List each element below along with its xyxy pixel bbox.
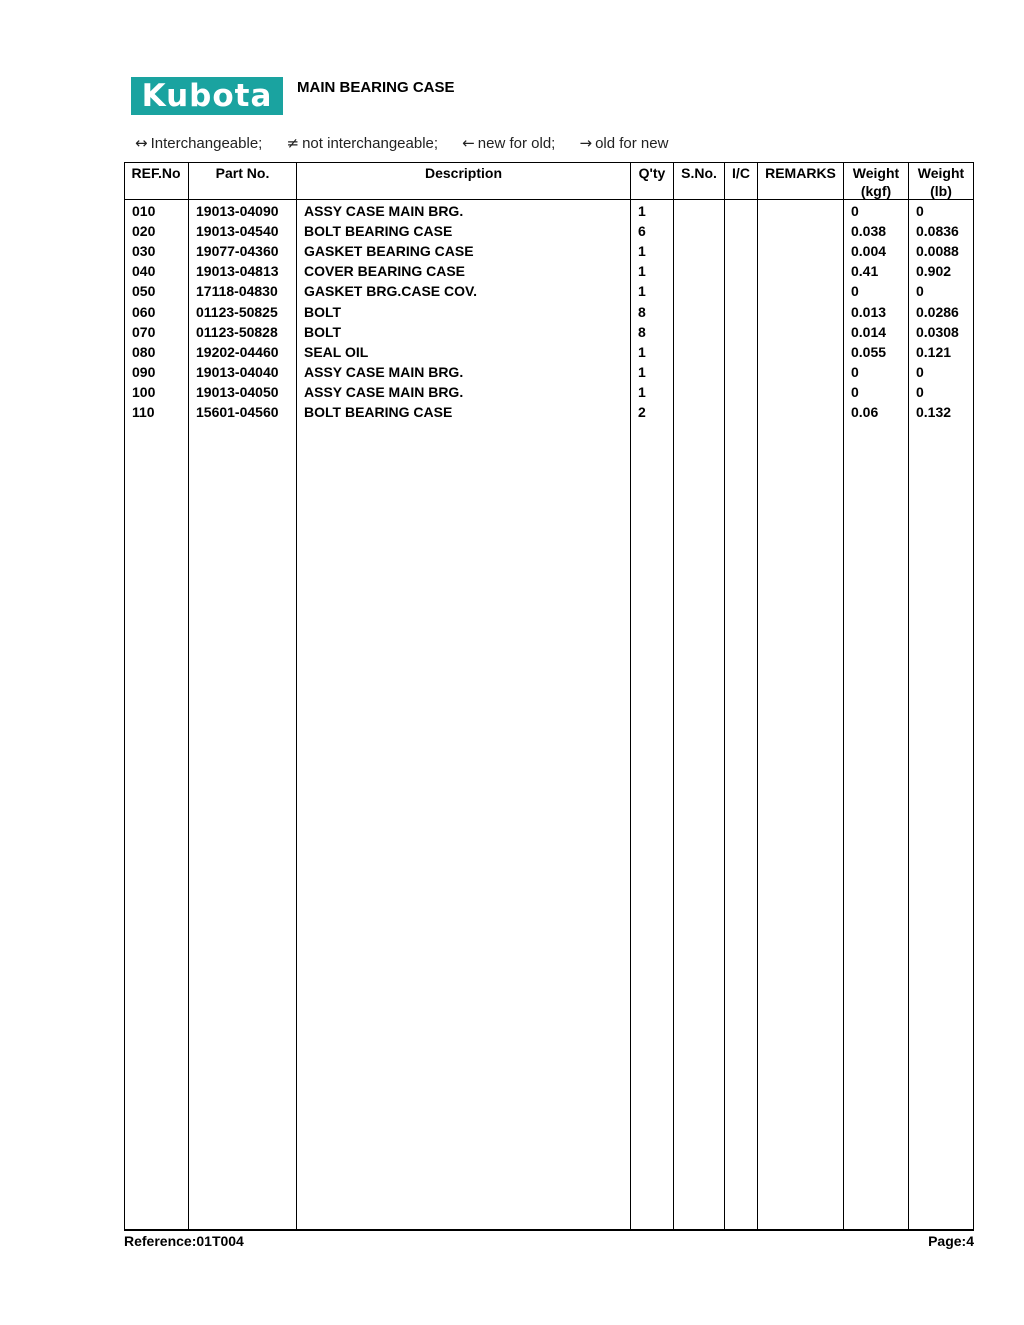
left-arrow-icon: ←: [462, 134, 475, 152]
cell-desc: ASSY CASE MAIN BRG.: [304, 383, 464, 400]
kubota-logo: Kubota: [131, 77, 283, 115]
cell-part: 01123-50825: [196, 303, 278, 320]
cell-desc: BOLT BEARING CASE: [304, 404, 453, 420]
cell-part: 19013-04090: [196, 203, 279, 219]
column-divider: [724, 162, 725, 1230]
cell-desc: ASSY CASE MAIN BRG.: [304, 203, 464, 219]
col-header-qty: Q'ty: [638, 165, 666, 181]
cell-part: 15601-04560: [196, 404, 279, 420]
cell-desc: ASSY CASE MAIN BRG.: [304, 363, 464, 380]
cell-desc: BOLT BEARING CASE: [304, 223, 453, 240]
cell-wlb: 0: [916, 383, 924, 400]
cell-qty: 1: [638, 203, 646, 219]
cell-wkgf: 0: [851, 203, 859, 219]
legend-label: Interchangeable;: [150, 135, 263, 152]
legend-label: old for new: [595, 135, 669, 152]
cell-qty: 1: [638, 363, 646, 380]
col-header-sno: S.No.: [681, 165, 717, 181]
cell-ref: 050: [132, 283, 156, 300]
cell-desc: BOLT: [304, 323, 342, 340]
cell-part: 19013-04540: [196, 223, 279, 240]
right-arrow-icon: →: [579, 134, 593, 152]
cell-wkgf: 0.038: [851, 223, 887, 240]
legend-not-interchangeable: [287, 135, 439, 152]
cell-qty: 1: [638, 283, 646, 300]
cell-qty: 1: [638, 243, 646, 260]
interchangeability-legend: [135, 134, 688, 152]
page-number: Page:4: [928, 1233, 974, 1249]
cell-wkgf: 0: [851, 363, 859, 380]
cell-wlb: 0.121: [916, 343, 952, 360]
cell-ref: 100: [132, 383, 156, 400]
cell-desc: COVER BEARING CASE: [304, 263, 466, 280]
col-header-weight-lb: Weight (lb): [917, 165, 965, 199]
col-header-ref: REF.No: [131, 165, 181, 181]
cell-part: 01123-50828: [196, 323, 278, 340]
cell-wlb: 0.0286: [916, 303, 959, 320]
cell-ref: 110: [132, 404, 155, 420]
cell-desc: GASKET BEARING CASE: [304, 243, 474, 260]
cell-part: 19077-04360: [196, 243, 279, 260]
cell-desc: GASKET BRG.CASE COV.: [304, 283, 477, 300]
cell-ref: 030: [132, 243, 156, 260]
legend-label: new for old;: [477, 135, 556, 152]
cell-wlb: 0.0308: [916, 323, 959, 340]
column-divider: [188, 162, 189, 1230]
cell-ref: 060: [132, 303, 156, 320]
cell-part: 19013-04040: [196, 363, 279, 380]
cell-wkgf: 0.004: [851, 243, 887, 260]
cell-wlb: 0.132: [916, 404, 952, 420]
page-title: MAIN BEARING CASE: [297, 79, 455, 96]
legend-new-for-old: [462, 135, 555, 152]
legend-interchangeable: [135, 135, 262, 152]
cell-wlb: 0.0836: [916, 223, 959, 240]
not-equal-icon: ≠: [286, 134, 300, 152]
cell-ref: 070: [132, 323, 156, 340]
cell-wlb: 0: [916, 363, 924, 380]
legend-label: not interchangeable;: [302, 135, 439, 152]
cell-wkgf: 0.055: [851, 343, 887, 360]
cell-wkgf: 0.41: [851, 263, 879, 280]
cell-desc: BOLT: [304, 303, 342, 320]
cell-ref: 010: [132, 203, 156, 219]
cell-wkgf: 0.014: [851, 323, 887, 340]
cell-wkgf: 0.013: [851, 303, 887, 320]
cell-qty: 1: [638, 343, 646, 360]
cell-wlb: 0.902: [916, 263, 952, 280]
cell-qty: 1: [638, 263, 646, 280]
cell-part: 19013-04813: [196, 263, 279, 280]
table-bottom-border: [124, 1229, 974, 1231]
cell-ref: 020: [132, 223, 156, 240]
cell-part: 19202-04460: [196, 343, 279, 360]
col-header-description: Description: [424, 165, 502, 181]
double-arrow-icon: ↔: [135, 134, 148, 152]
col-header-weight-kgf: Weight (kgf): [852, 165, 900, 199]
reference-label: Reference:01T004: [124, 1233, 244, 1249]
cell-ref: 090: [132, 363, 156, 380]
cell-qty: 2: [638, 404, 646, 420]
cell-wlb: 0: [916, 283, 924, 300]
cell-qty: 1: [638, 383, 646, 400]
column-divider: [296, 162, 297, 1230]
cell-wlb: 0: [916, 203, 924, 219]
cell-ref: 080: [132, 343, 156, 360]
cell-wkgf: 0: [851, 383, 859, 400]
cell-desc: SEAL OIL: [304, 343, 369, 360]
column-divider: [843, 162, 844, 1230]
cell-ref: 040: [132, 263, 156, 280]
legend-old-for-new: [580, 135, 669, 152]
cell-qty: 8: [638, 323, 646, 340]
cell-wkgf: 0.06: [851, 404, 879, 420]
column-divider: [673, 162, 674, 1230]
cell-part: 17118-04830: [196, 283, 278, 300]
column-divider: [757, 162, 758, 1230]
col-header-ic: I/C: [732, 165, 750, 181]
cell-wlb: 0.0088: [916, 243, 959, 260]
cell-qty: 6: [638, 223, 646, 240]
cell-qty: 8: [638, 303, 646, 320]
col-header-part: Part No.: [215, 165, 270, 181]
cell-part: 19013-04050: [196, 383, 279, 400]
column-divider: [630, 162, 631, 1230]
col-header-remarks: REMARKS: [765, 165, 836, 181]
column-divider: [908, 162, 909, 1230]
cell-wkgf: 0: [851, 283, 859, 300]
